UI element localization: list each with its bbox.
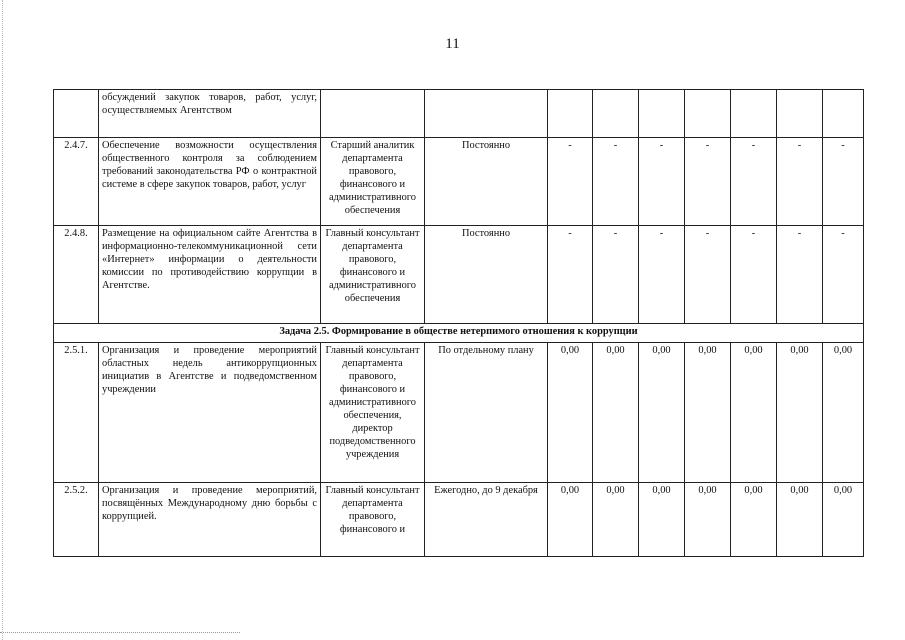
item-description: обсуждений закупок товаров, работ, услуг, осуществляемых Агентством <box>99 90 321 138</box>
item-value-2 <box>593 90 639 138</box>
item-number: 2.4.7. <box>54 138 99 226</box>
item-value-6 <box>777 90 823 138</box>
item-value-3 <box>639 90 685 138</box>
item-number: 2.5.1. <box>54 343 99 483</box>
item-value-5: 0,00 <box>731 343 777 483</box>
item-value-6: - <box>777 138 823 226</box>
page-number: 11 <box>445 36 460 52</box>
item-value-6: 0,00 <box>777 343 823 483</box>
item-value-7: 0,00 <box>823 343 864 483</box>
item-description: Организация и проведение мероприятий, посвящённых Международному дню борьбы с коррупцией. <box>99 483 321 557</box>
item-value-5 <box>731 90 777 138</box>
item-value-2: - <box>593 226 639 324</box>
item-value-3: - <box>639 138 685 226</box>
item-value-4 <box>685 90 731 138</box>
item-value-5: 0,00 <box>731 483 777 557</box>
task-header-row <box>54 324 864 343</box>
item-value-1 <box>548 90 593 138</box>
item-responsible: Главный консультант департамента правового, финансового и <box>321 483 425 557</box>
table-row <box>54 483 864 557</box>
table-row <box>54 90 864 138</box>
table-row <box>54 343 864 483</box>
item-value-4: 0,00 <box>685 483 731 557</box>
item-number: 2.4.8. <box>54 226 99 324</box>
item-value-3: 0,00 <box>639 483 685 557</box>
item-term <box>425 90 548 138</box>
item-value-7: - <box>823 138 864 226</box>
item-value-2: 0,00 <box>593 483 639 557</box>
task-title: Задача 2.5. Формирование в обществе нетерпимого отношения к коррупции <box>54 324 864 343</box>
item-value-4: 0,00 <box>685 343 731 483</box>
item-number <box>54 90 99 138</box>
item-value-3: - <box>639 226 685 324</box>
item-responsible: Главный консультант департамента правового, финансового и административного обеспечения, директор подведомственного учреждения <box>321 343 425 483</box>
table-row <box>54 226 864 324</box>
item-number: 2.5.2. <box>54 483 99 557</box>
measures-table <box>53 89 864 557</box>
item-value-7: 0,00 <box>823 483 864 557</box>
scan-edge <box>2 0 4 640</box>
item-value-7 <box>823 90 864 138</box>
item-value-4: - <box>685 226 731 324</box>
item-value-5: - <box>731 226 777 324</box>
item-term: По отдельному плану <box>425 343 548 483</box>
item-value-7: - <box>823 226 864 324</box>
item-value-2: - <box>593 138 639 226</box>
item-value-1: - <box>548 226 593 324</box>
item-value-1: 0,00 <box>548 343 593 483</box>
item-responsible: Главный консультант департамента правового, финансового и административного обеспечения <box>321 226 425 324</box>
item-value-1: 0,00 <box>548 483 593 557</box>
item-term: Постоянно <box>425 138 548 226</box>
item-term: Ежегодно, до 9 декабря <box>425 483 548 557</box>
item-value-4: - <box>685 138 731 226</box>
item-term: Постоянно <box>425 226 548 324</box>
item-value-3: 0,00 <box>639 343 685 483</box>
item-description: Организация и проведение мероприятий областных недель антикоррупционных инициатив в Агентстве и подведомственном учреждении <box>99 343 321 483</box>
item-value-1: - <box>548 138 593 226</box>
table-row <box>54 138 864 226</box>
item-description: Обеспечение возможности осуществления общественного контроля за соблюдением требований законодательства РФ о контрактной системе в сфере закупок товаров, работ, услуг <box>99 138 321 226</box>
item-value-2: 0,00 <box>593 343 639 483</box>
item-responsible <box>321 90 425 138</box>
scan-bottom-edge <box>0 632 240 633</box>
item-value-5: - <box>731 138 777 226</box>
item-value-6: - <box>777 226 823 324</box>
item-value-6: 0,00 <box>777 483 823 557</box>
item-description: Размещение на официальном сайте Агентства в информационно-телекоммуникационной сети «Интернет» информации о деятельности комиссии по противодействию коррупции в Агентстве. <box>99 226 321 324</box>
item-responsible: Старший аналитик департамента правового, финансового и административного обеспечения <box>321 138 425 226</box>
